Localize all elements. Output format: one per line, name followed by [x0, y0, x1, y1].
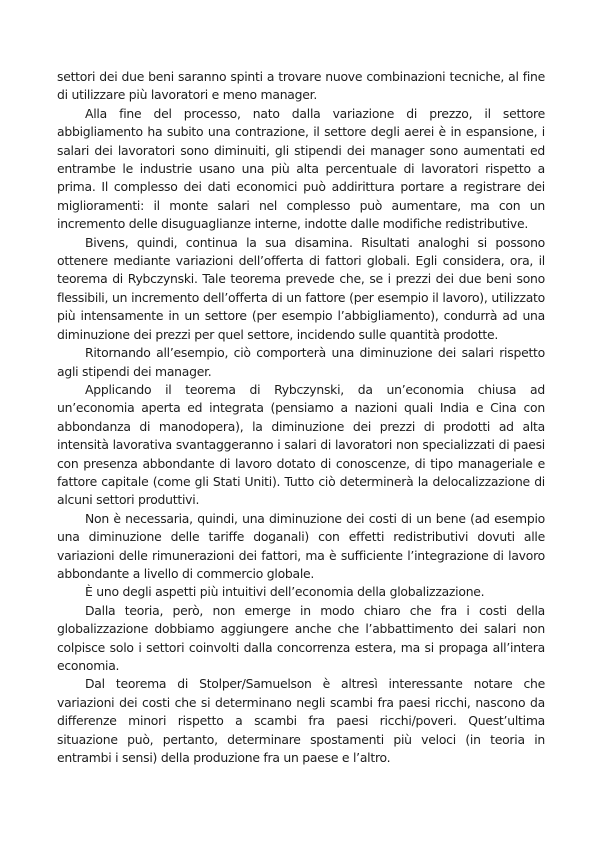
- paragraph-continuation: settori dei due beni saranno spinti a trovare nuove combinazioni tecniche, al fine di utilizzare più lavoratori e meno manager.: [57, 69, 545, 103]
- paragraph: È uno degli aspetti più intuitivi dell’economia della globalizzazione.: [85, 584, 485, 600]
- paragraph: Bivens, quindi, continua la sua disamina. Risultati analoghi si possono ottenere mediante variazioni dell’offerta di fattori globali. Egli considera, ora, il teorema di Rybczynski. Tale teorema prevede che, se i prezzi dei due beni sono flessibili, un incremento dell’offerta di un fattore (per esempio il lavoro), utilizzato più intensamente in un settore (per esempio l’abbigliamento), condurrà ad una diminuzione dei prezzi per quel settore, incidendo sulle quantità prodotte.: [57, 234, 545, 342]
- paragraph: Applicando il teorema di Rybczynski, da un’economia chiusa ad un’economia aperta ed integrata (pensiamo a nazioni quali India e Cina con abbondanza di manodopera), la diminuzione dei prezzi di prodotti ad alta intensità lavorativa svantaggeranno i salari di lavoratori non specializzati di paesi con presenza abbondante di lavoro dotato di conoscenze, di tipo manageriale e fattore capitale (come gli Stati Uniti). Tutto ciò determinerà la delocalizzazione di alcuni settori produttivi.: [57, 381, 545, 508]
- paragraph: Dal teorema di Stolper/Samuelson è altresì interessante notare che variazioni dei costi che si determinano negli scambi fra paesi ricchi, nascono da differenze minori rispetto a scambi fra paesi ricchi/poveri. Quest’ultima situazione può, pertanto, determinare spostamenti più veloci (in teoria in entrambi i sensi) della produzione fra un paese e l’altro.: [57, 676, 545, 766]
- paragraph: Non è necessaria, quindi, una diminuzione dei costi di un bene (ad esempio una diminuzione delle tariffe doganali) con effetti redistributivi dovuti alle variazioni delle rimunerazioni dei fattori, ma è sufficiente l’integrazione di lavoro abbondante a livello di commercio globale.: [57, 510, 545, 581]
- paragraph: Alla fine del processo, nato dalla variazione di prezzo, il settore abbigliamento ha subito una contrazione, il settore degli aerei è in espansione, i salari dei lavoratori sono diminuiti, gli stipendi dei manager sono aumentati ed entrambe le industrie usano una più alta percentuale di lavoratori rispetto a prima. Il complesso dei dati economici può addirittura portare a registrare dei miglioramenti: il monte salari nel complesso può aumentare, ma con un incremento delle disuguaglianze interne, indotte dalle modifiche redistributive.: [57, 105, 545, 232]
- paragraph: Dalla teoria, però, non emerge in modo chiaro che fra i costi della globalizzazione dobbiamo aggiungere anche che l’abbattimento dei salari non colpisce solo i settori coinvolti dalla concorrenza estera, ma si propaga all’intera economia.: [57, 602, 545, 673]
- document-body-text: [57, 68, 545, 767]
- paragraph: Ritornando all’esempio, ciò comporterà una diminuzione dei salari rispetto agli stipendi dei manager.: [57, 345, 545, 379]
